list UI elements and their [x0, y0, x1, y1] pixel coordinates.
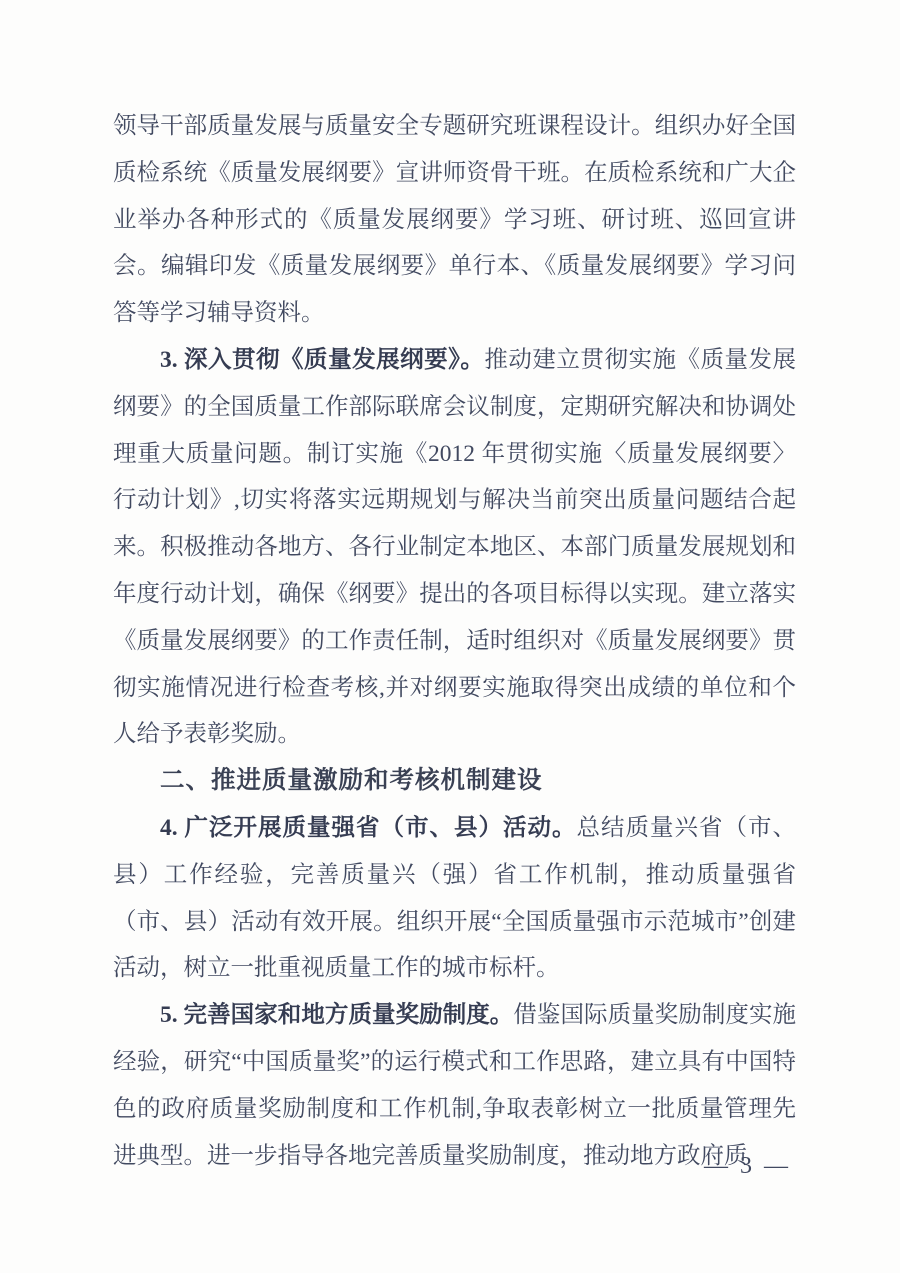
document-body [113, 103, 796, 1179]
paragraph-item-4-lead: 4. 广泛开展质量强省（市、县）活动。 [160, 814, 577, 841]
paragraph-item-3-lead: 3. 深入贯彻《质量发展纲要》。 [160, 346, 485, 373]
paragraph-item-4-text: 总结质量兴省（市、县）工作经验，完善质量兴（强）省工作机制，推动质量强省（市、县）活动有效开展。组织开展“全国质量强市示范城市”创建活动，树立一批重视质量工作的城市标杆。 [113, 814, 796, 982]
page-number: — 3 — [704, 1153, 791, 1179]
paragraph-item-3-text: 推动建立贯彻实施《质量发展纲要》的全国质量工作部际联席会议制度，定期研究解决和协调处理重大质量问题。制订实施《2012 年贯彻实施〈质量发展纲要〉行动计划》,切实将落实远期规划与解决当前突出质量问题结合起来。积极推动各地方、各行业制定本地区、本部门质量发展规划和年度行动计划，确保《纲要》提出的各项目标得以实现。建立落实《质量发展纲要》的工作责任制，适时组织对《质量发展纲要》贯彻实施情况进行检查考核,并对纲要实施取得突出成绩的单位和个人给予表彰奖励。 [113, 346, 797, 748]
paragraph-item-5-text: 借鉴国际质量奖励制度实施经验，研究“中国质量奖”的运行模式和工作思路，建立具有中国特色的政府质量奖励制度和工作机制,争取表彰树立一批质量管理先进典型。进一步指导各地完善质量奖励制度，推动地方政府质 [113, 1002, 797, 1169]
paragraph-item-5-lead: 5. 完善国家和地方质量奖励制度。 [160, 1002, 514, 1029]
paragraph-item-4 [113, 805, 796, 992]
paragraph-continuation: 领导干部质量发展与质量安全专题研究班课程设计。组织办好全国质检系统《质量发展纲要》宣讲师资骨干班。在质检系统和广大企业举办各种形式的《质量发展纲要》学习班、研讨班、巡回宣讲会。编辑印发《质量发展纲要》单行本、《质量发展纲要》学习问答等学习辅导资料。 [113, 113, 796, 327]
section-heading-2: 二、推进质量激励和考核机制建设 [160, 767, 543, 795]
paragraph-item-3 [113, 337, 796, 758]
paragraph-item-5 [113, 992, 796, 1179]
